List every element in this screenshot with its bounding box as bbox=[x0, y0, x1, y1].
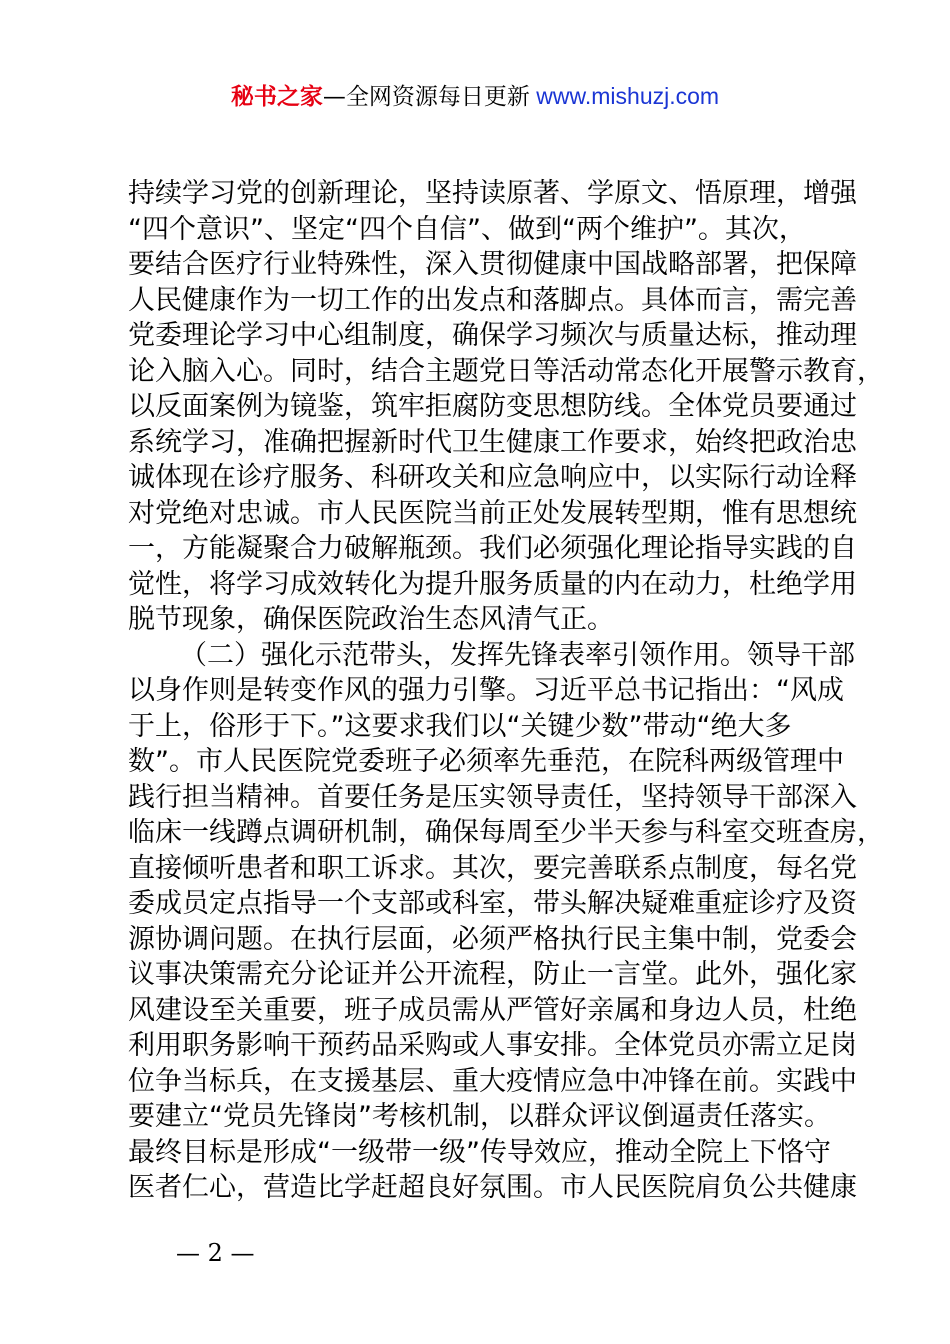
body-line: 要结合医疗行业特殊性，深入贯彻健康中国战略部署，把保障 bbox=[128, 249, 857, 280]
body-line: 要建立“党员先锋岗”考核机制，以群众评议倒逼责任落实。 bbox=[128, 1101, 831, 1132]
body-line: 临床一线蹲点调研机制，确保每周至少半天参与科室交班查房， bbox=[128, 817, 884, 848]
body-line: 风建设至关重要，班子成员需从严管好亲属和身边人员，杜绝 bbox=[128, 994, 857, 1026]
body-line: 数”。市人民医院党委班子必须率先垂范，在院科两级管理中 bbox=[128, 746, 844, 777]
body-line: 利用职务影响干预药品采购或人事安排。全体党员亦需立足岗 bbox=[128, 1030, 857, 1061]
body-line: 以反面案例为镜鉴，筑牢拒腐防变思想防线。全体党员要通过 bbox=[128, 391, 857, 422]
body-line: 一，方能凝聚合力破解瓶颈。我们必须强化理论指导实践的自 bbox=[128, 533, 857, 564]
body-line: 持续学习党的创新理论，坚持读原著、学原文、悟原理，增强 bbox=[128, 178, 857, 209]
body-line: 直接倾听患者和职工诉求。其次，要完善联系点制度，每名党 bbox=[128, 852, 857, 884]
body-line: 论入脑入心。同时，结合主题党日等活动常态化开展警示教育， bbox=[128, 355, 884, 387]
body-line: 党委理论学习中心组制度，确保学习频次与质量达标，推动理 bbox=[128, 320, 857, 351]
body-line: 最终目标是形成“一级带一级”传导效应，推动全院上下恪守 bbox=[128, 1136, 831, 1168]
body-line: 议事决策需充分论证并公开流程，防止一言堂。此外，强化家 bbox=[128, 959, 857, 990]
body-line: 源协调问题。在执行层面，必须严格执行民主集中制，党委会 bbox=[128, 923, 857, 955]
body-line: “四个意识”、坚定“四个自信”、做到“两个维护”。其次， bbox=[128, 213, 806, 245]
body-line: 对党绝对忠诚。市人民医院当前正处发展转型期，惟有思想统 bbox=[128, 497, 857, 529]
header-tagline: —全网资源每日更新 bbox=[322, 84, 530, 110]
body-line: 践行担当精神。首要任务是压实领导责任，坚持领导干部深入 bbox=[128, 781, 857, 813]
header-site-link[interactable]: www.mishuzj.com bbox=[529, 83, 720, 109]
body-line: 人民健康作为一切工作的出发点和落脚点。具体而言，需完善 bbox=[128, 284, 857, 316]
body-line: 于上，俗形于下。”这要求我们以“关键少数”带动“绝大多 bbox=[128, 710, 792, 742]
body-line: 医者仁心，营造比学赶超良好氛围。市人民医院肩负公共健康 bbox=[128, 1172, 857, 1203]
body-line: 系统学习，准确把握新时代卫生健康工作要求，始终把政治忠 bbox=[128, 426, 857, 458]
document-body bbox=[128, 176, 884, 1206]
body-line: 脱节现象，确保医院政治生态风清气正。 bbox=[128, 604, 614, 635]
header-brand: 秘书之家 bbox=[230, 84, 323, 110]
section-heading-line: （二）强化示范带头，发挥先锋表率引领作用。领导干部 bbox=[180, 639, 855, 671]
body-line: 位争当标兵，在支援基层、重大疫情应急中冲锋在前。实践中 bbox=[128, 1065, 857, 1097]
body-line: 委成员定点指导一个支部或科室，带头解决疑难重症诊疗及资 bbox=[128, 888, 857, 919]
body-line: 觉性，将学习成效转化为提升服务质量的内在动力，杜绝学用 bbox=[128, 568, 857, 600]
body-line: 诚体现在诊疗服务、科研攻关和应急响应中，以实际行动诠释 bbox=[128, 462, 857, 493]
page-number: — 2 — bbox=[176, 1239, 255, 1267]
body-line: 以身作则是转变作风的强力引擎。习近平总书记指出：“风成 bbox=[128, 675, 844, 706]
page-header bbox=[0, 80, 950, 113]
